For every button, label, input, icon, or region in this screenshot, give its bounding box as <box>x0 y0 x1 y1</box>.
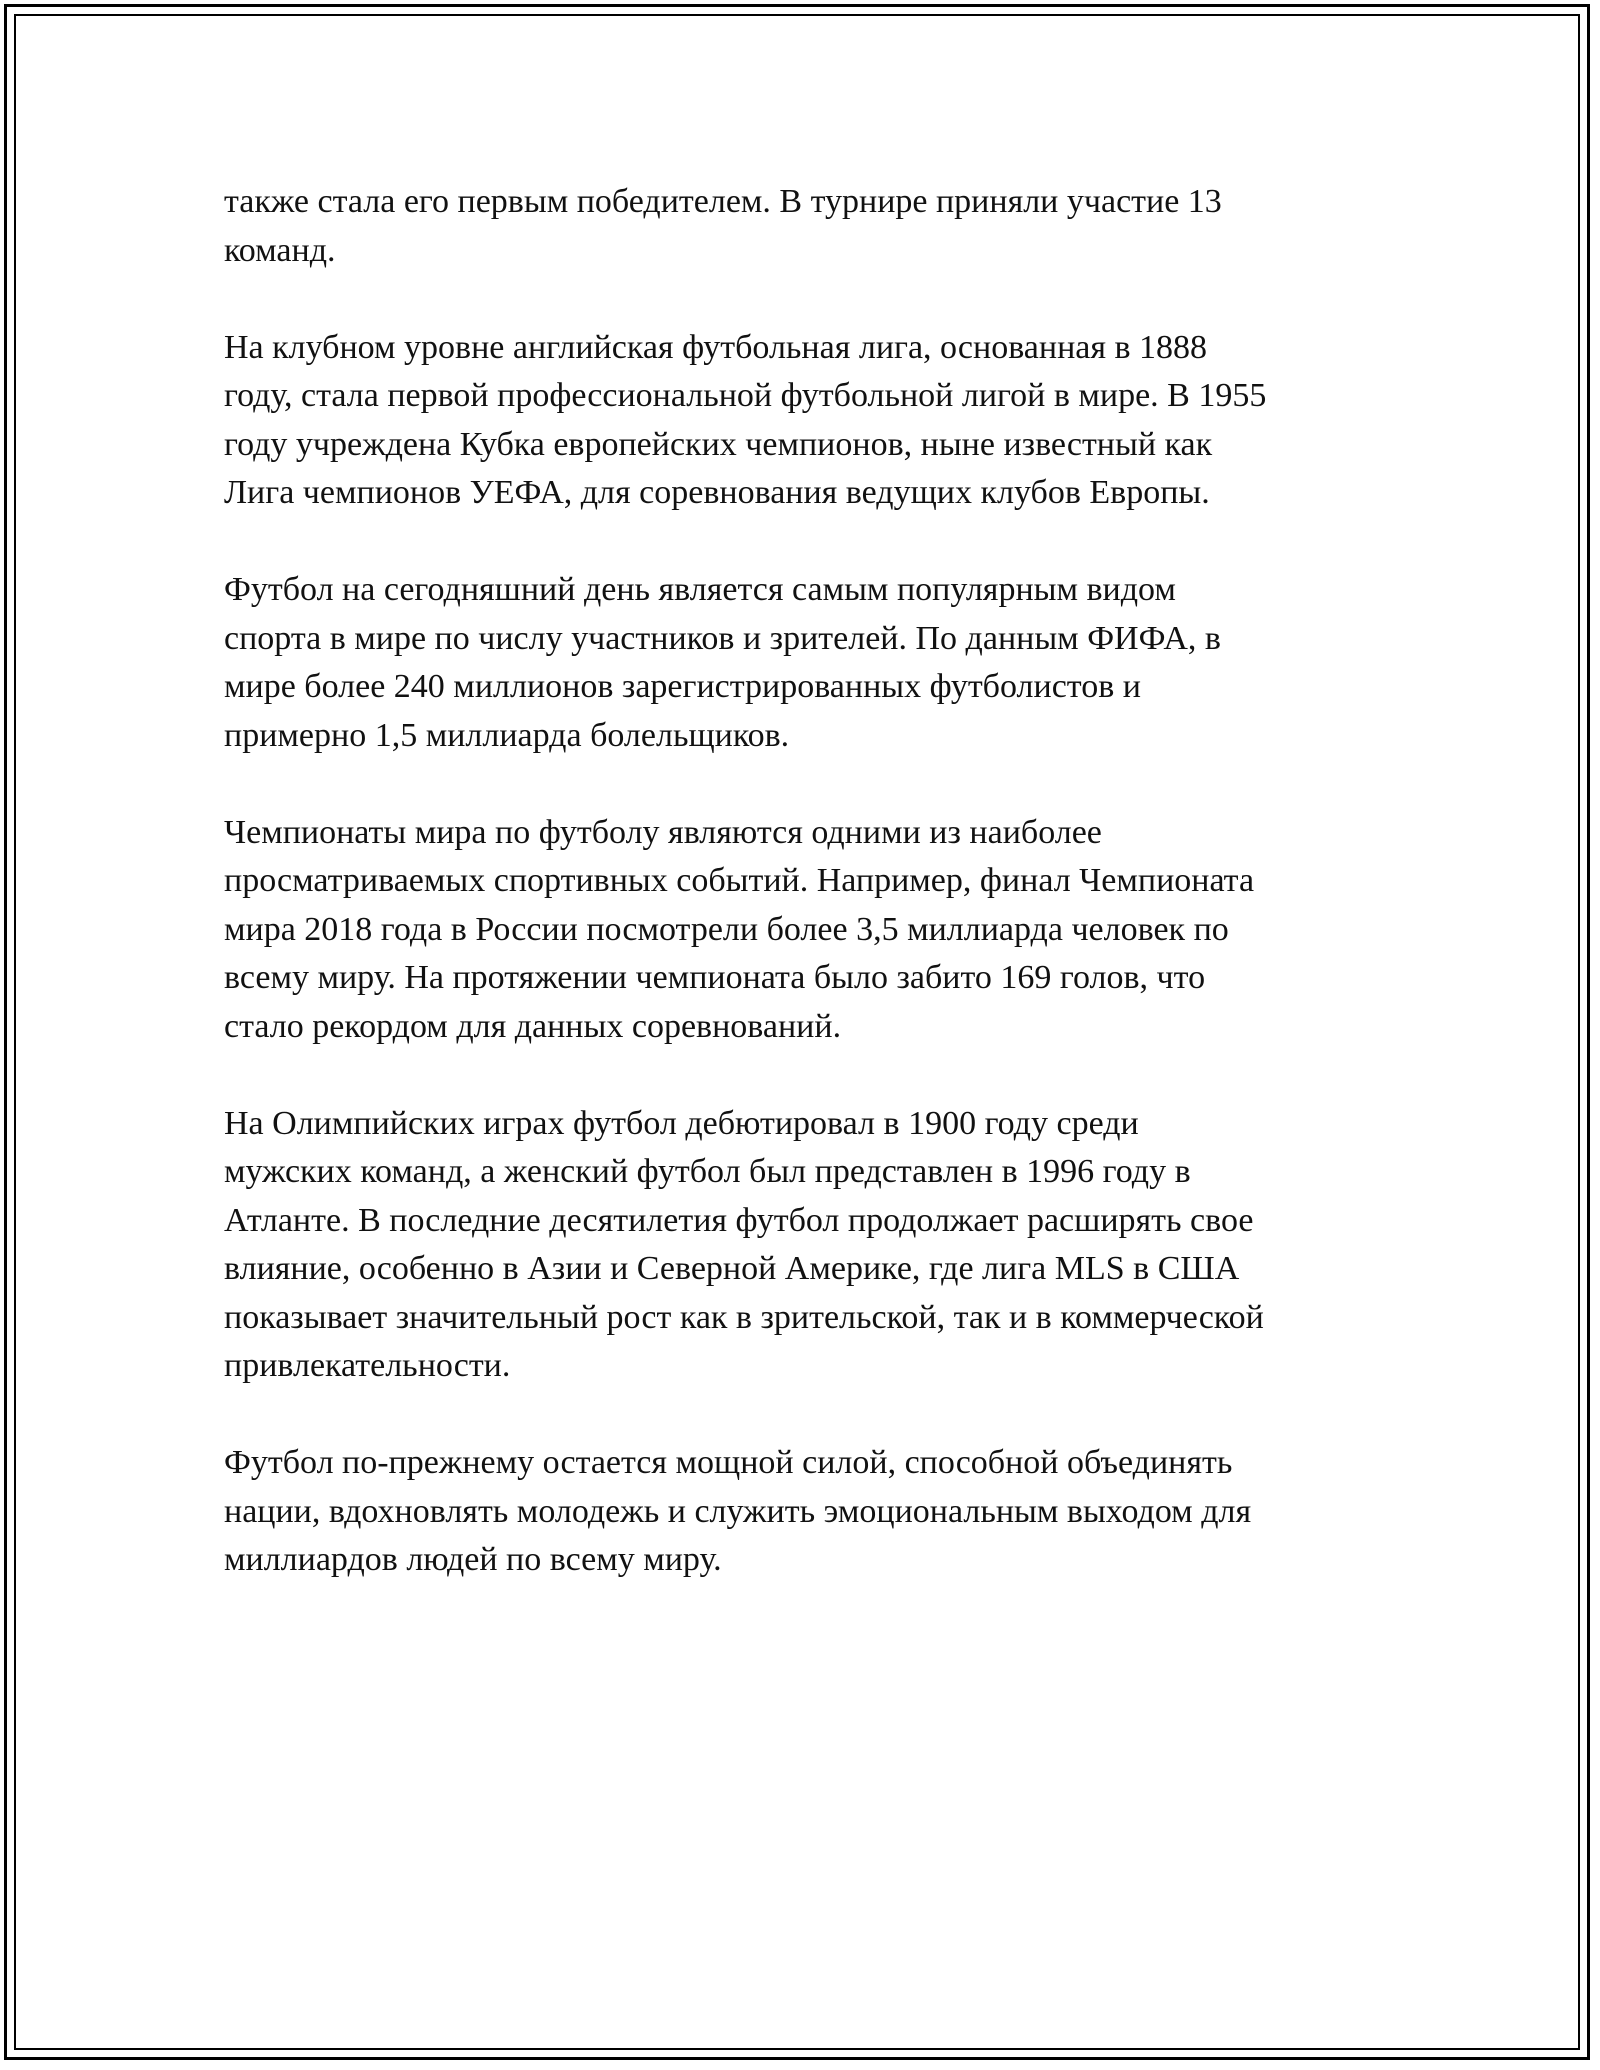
paragraph-4: Чемпионаты мира по футболу являются одними из наиболее просматриваемых спортивных событий. Например, финал Чемпионата мира 2018 года в России посмотрели более 3,5 миллиарда человек по всему миру. На протяжении чемпионата было забито 169 голов, что стало рекордом для данных соревнований. <box>224 813 1255 1045</box>
document-body <box>224 178 1394 1633</box>
paragraph-1: также стала его первым победителем. В турнире приняли участие 13 команд. <box>224 183 1222 269</box>
paragraph-2: На клубном уровне английская футбольная лига, основанная в 1888 году, стала первой профессиональной футбольной лигой в мире. В 1955 году учреждена Кубка европейских чемпионов, ныне известный как Лига чемпионов УЕФА, для соревнования ведущих клубов Европы. <box>224 328 1267 511</box>
paragraph-6: Футбол по-прежнему остается мощной силой, способной объединять нации, вдохновлять молодежь и служить эмоциональным выходом для миллиардов людей по всему миру. <box>224 1444 1252 1578</box>
paragraph-5: На Олимпийских играх футбол дебютировал в 1900 году среди мужских команд, а женский футбол был представлен в 1996 году в Атланте. В последние десятилетия футбол продолжает расширять свое влияние, особенно в Азии и Северной Америке, где лига MLS в США показывает значительный рост как в зрительской, так и в коммерческой привлекательности. <box>224 1104 1264 1384</box>
paragraph-3: Футбол на сегодняшний день является самым популярным видом спорта в мире по числу участников и зрителей. По данным ФИФА, в мире более 240 миллионов зарегистрированных футболистов и примерно 1,5 миллиарда болельщиков. <box>224 571 1221 754</box>
